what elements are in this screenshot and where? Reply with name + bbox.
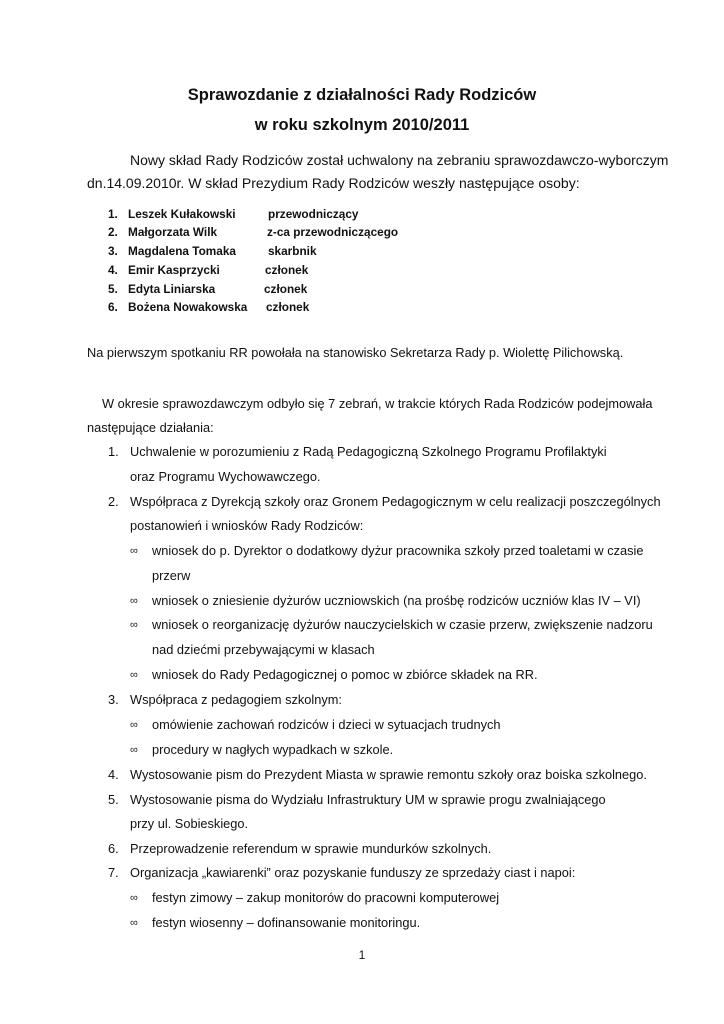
council-member xyxy=(108,282,215,296)
infinity-bullet-icon: ∞ xyxy=(130,545,138,557)
member-name: Bożena Nowakowska xyxy=(128,300,248,314)
page-number: 1 xyxy=(358,948,366,962)
infinity-bullet-icon: ∞ xyxy=(130,892,138,904)
report-line-2: następujące działania: xyxy=(87,420,214,435)
member-role: skarbnik xyxy=(268,244,317,258)
list-number: 7. xyxy=(108,865,119,880)
list-number: 5. xyxy=(108,282,118,296)
infinity-bullet-icon: ∞ xyxy=(130,917,138,929)
action-line: Uchwalenie w porozumieniu z Radą Pedagogiczną Szkolnego Programu Profilaktyki xyxy=(130,444,607,459)
action-line: Wystosowanie pism do Prezydent Miasta w sprawie remontu szkoły oraz boiska szkolnego. xyxy=(130,767,647,782)
council-member xyxy=(108,263,220,277)
council-member xyxy=(108,225,217,239)
list-number: 6. xyxy=(108,841,119,856)
member-name: Leszek Kułakowski xyxy=(128,207,236,221)
infinity-bullet-icon: ∞ xyxy=(130,619,138,631)
list-number: 2. xyxy=(108,225,118,239)
bullet-line: omówienie zachowań rodziców i dzieci w sytuacjach trudnych xyxy=(152,717,501,732)
member-role: z-ca przewodniczącego xyxy=(267,225,399,239)
bullet-line: festyn zimowy – zakup monitorów do pracowni komputerowej xyxy=(152,890,500,905)
action-line: Współpraca z Dyrekcją szkoły oraz Gronem Pedagogicznym w celu realizacji poszczególnych xyxy=(130,494,661,509)
list-number: 2. xyxy=(108,494,119,509)
member-name: Edyta Liniarska xyxy=(128,282,216,296)
infinity-bullet-icon: ∞ xyxy=(130,595,138,607)
intro-line-1: Nowy skład Rady Rodziców został uchwalony na zebraniu sprawozdawczo-wyborczym xyxy=(130,152,669,168)
action-line: Współpraca z pedagogiem szkolnym: xyxy=(130,692,342,707)
list-number: 1. xyxy=(108,207,118,221)
list-number: 4. xyxy=(108,263,118,277)
action-line: Wystosowanie pisma do Wydziału Infrastruktury UM w sprawie progu zwalniającego xyxy=(130,792,606,807)
list-number: 6. xyxy=(108,300,118,314)
council-member xyxy=(108,244,236,258)
bullet-line: festyn wiosenny – dofinansowanie monitoringu. xyxy=(152,915,421,930)
member-role: przewodniczący xyxy=(268,207,359,221)
member-name: Magdalena Tomaka xyxy=(128,244,236,258)
list-number: 4. xyxy=(108,767,119,782)
title-line-1: Sprawozdanie z działalności Rady Rodziców xyxy=(187,86,537,104)
list-number: 5. xyxy=(108,792,119,807)
member-name: Małgorzata Wilk xyxy=(128,225,218,239)
bullet-line: wniosek do Rady Pedagogicznej o pomoc w zbiórce składek na RR. xyxy=(152,667,538,682)
bullet-line: wniosek o reorganizację dyżurów nauczycielskich w czasie przerw, zwiększenie nadzoru xyxy=(152,617,653,632)
action-line: postanowień i wniosków Rady Rodziców: xyxy=(130,518,364,533)
list-number: 3. xyxy=(108,244,118,258)
member-role: członek xyxy=(266,300,310,314)
action-line: oraz Programu Wychowawczego. xyxy=(130,469,321,484)
bullet-line: wniosek do p. Dyrektor o dodatkowy dyżur pracownika szkoły przed toaletami w czasie xyxy=(152,543,644,558)
bullet-line: procedury w nagłych wypadkach w szkole. xyxy=(152,742,394,757)
member-name: Emir Kasprzycki xyxy=(128,263,220,277)
infinity-bullet-icon: ∞ xyxy=(130,719,138,731)
action-line: Przeprowadzenie referendum w sprawie mundurków szkolnych. xyxy=(130,841,492,856)
action-line: Organizacja „kawiarenki” oraz pozyskanie funduszy ze sprzedaży ciast i napoi: xyxy=(130,865,576,880)
intro-line-2: dn.14.09.2010r. W skład Prezydium Rady Rodziców weszły następujące osoby: xyxy=(87,175,580,191)
member-role: członek xyxy=(265,263,309,277)
bullet-line: wniosek o zniesienie dyżurów uczniowskich (na prośbę rodziców uczniów klas IV – VI) xyxy=(152,593,641,608)
list-number: 1. xyxy=(108,444,119,459)
infinity-bullet-icon: ∞ xyxy=(130,669,138,681)
infinity-bullet-icon: ∞ xyxy=(130,744,138,756)
secretary-paragraph: Na pierwszym spotkaniu RR powołała na stanowisko Sekretarza Rady p. Wiolettę Pilichowską. xyxy=(87,345,624,360)
list-number: 3. xyxy=(108,692,119,707)
member-role: członek xyxy=(264,282,308,296)
council-member xyxy=(108,207,236,221)
action-line: przy ul. Sobieskiego. xyxy=(130,816,249,831)
bullet-line: przerw xyxy=(152,568,191,583)
bullet-line: nad dziećmi przebywającymi w klasach xyxy=(152,642,375,657)
council-member xyxy=(108,300,247,314)
title-line-2: w roku szkolnym 2010/2011 xyxy=(254,116,470,134)
report-line-1: W okresie sprawozdawczym odbyło się 7 zebrań, w trakcie których Rada Rodziców podejmowała xyxy=(102,396,653,411)
